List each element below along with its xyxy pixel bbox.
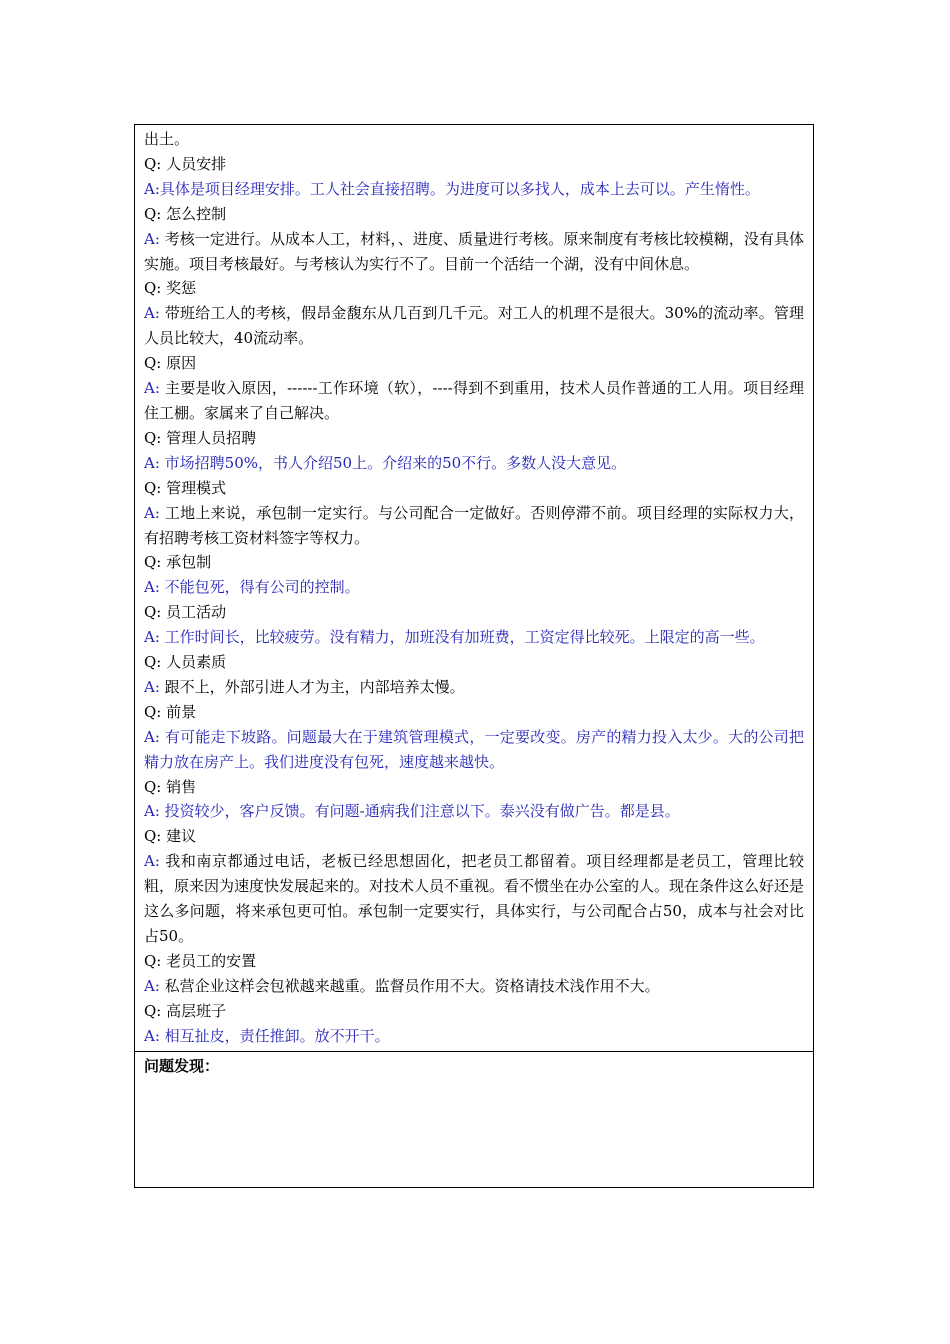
answer-text: 工地上来说，承包制一定实行。与公司配合一定做好。否则停滞不前。项目经理的实际权力大，有招聘考核工资材料签字等权力。	[144, 503, 805, 547]
answer-text: 具体是项目经理安排。工人社会直接招聘。为进度可以多找人，成本上去可以。产生惰性。	[159, 179, 760, 198]
findings-label: 问题发现：	[144, 1056, 220, 1075]
question-line: Q: 人员安排	[144, 154, 227, 173]
answer-line	[144, 1024, 804, 1049]
answer-text: 跟不上，外部引进人才为主，内部培养太慢。	[164, 677, 465, 696]
answer-prefix: A:	[144, 379, 165, 398]
question-line: Q: 管理模式	[144, 478, 227, 497]
answer-line	[144, 227, 804, 277]
question-line: Q: 承包制	[144, 553, 212, 572]
answer-text: 私营企业这样会包袱越来越重。监督员作用不大。资格请技术浅作用不大。	[164, 976, 660, 995]
question-line: Q: 管理人员招聘	[144, 428, 257, 447]
answer-line	[144, 376, 804, 426]
intro-text: 出土。	[144, 130, 190, 148]
answer-prefix: A:	[144, 304, 165, 323]
findings-cell	[135, 1051, 813, 1187]
answer-text: 带班给工人的考核，假昂金馥东从几百到几千元。对工人的机理不是很大。30%的流动率。管理人员比较大，40流动率。	[144, 304, 804, 348]
interview-table	[134, 124, 814, 1188]
answer-text: 主要是收入原因，------工作环境（软），----得到不到重用，技术人员作普通的工人用。项目经理住工棚。家属来了自己解决。	[144, 379, 804, 422]
answer-line	[144, 451, 804, 476]
answer-line	[144, 575, 804, 600]
answer-text: 我和南京都通过电话，老板已经思想固化，把老员工都留着。项目经理都是老员工，管理比较粗，原来因为速度快发展起来的。对技术人员不重视。看不惯坐在办公室的人。现在条件这么好还是这么多问题，将来承包更可怕。承包制一定要实行，具体实行，与公司配合占50，成本与社会对比占50。	[144, 852, 805, 945]
answer-prefix: A:	[144, 852, 166, 871]
answer-prefix: A:	[144, 503, 165, 522]
answer-text: 投资较少，客户反馈。有问题-通病我们注意以下。泰兴没有做广告。都是县。	[164, 802, 680, 821]
answer-prefix: A:	[144, 179, 160, 198]
answer-text: 工作时间长，比较疲劳。没有精力，加班没有加班费，工资定得比较死。上限定的高一些。	[164, 628, 765, 647]
answer-prefix: A:	[144, 628, 165, 647]
question-line: Q: 奖惩	[144, 279, 197, 298]
answer-text: 不能包死，得有公司的控制。	[164, 578, 360, 597]
answer-line	[144, 501, 804, 551]
question-line: Q: 高层班子	[144, 1001, 227, 1020]
question-line: Q: 员工活动	[144, 603, 227, 622]
answer-text: 相互扯皮，责任推卸。放不开干。	[164, 1026, 390, 1045]
question-line: Q: 怎么控制	[144, 204, 227, 223]
qa-cell	[135, 125, 813, 1051]
answer-line	[144, 974, 804, 999]
answer-prefix: A:	[144, 976, 165, 995]
answer-text: 有可能走下坡路。问题最大在于建筑管理模式，一定要改变。房产的精力投入太少。大的公司把精力放在房产上。我们进度没有包死，速度越来越快。	[144, 727, 805, 771]
answer-line	[144, 799, 804, 824]
answer-prefix: A:	[144, 229, 165, 248]
answer-prefix: A:	[144, 578, 165, 597]
answer-prefix: A:	[144, 677, 165, 696]
question-line: Q: 销售	[144, 777, 197, 796]
answer-prefix: A:	[144, 802, 165, 821]
question-line: Q: 人员素质	[144, 653, 227, 672]
question-line: Q: 老员工的安置	[144, 951, 257, 970]
answer-prefix: A:	[144, 453, 165, 472]
answer-prefix: A:	[144, 727, 165, 746]
answer-line	[144, 675, 804, 700]
answer-line	[144, 625, 804, 650]
answer-line	[144, 725, 804, 775]
question-line: Q: 前景	[144, 702, 197, 721]
answer-line	[144, 301, 804, 351]
question-line: Q: 建议	[144, 827, 197, 846]
answer-line	[144, 177, 804, 202]
answer-line	[144, 849, 804, 949]
answer-text: 市场招聘50%，书人介绍50上。介绍来的50不行。多数人没大意见。	[164, 453, 627, 472]
answer-prefix: A:	[144, 1026, 165, 1045]
question-line: Q: 原因	[144, 354, 197, 373]
answer-text: 考核一定进行。从成本人工，材料，、进度、质量进行考核。原来制度有考核比较模糊，没有具体实施。项目考核最好。与考核认为实行不了。目前一个活结一个湖，没有中间休息。	[144, 229, 804, 273]
